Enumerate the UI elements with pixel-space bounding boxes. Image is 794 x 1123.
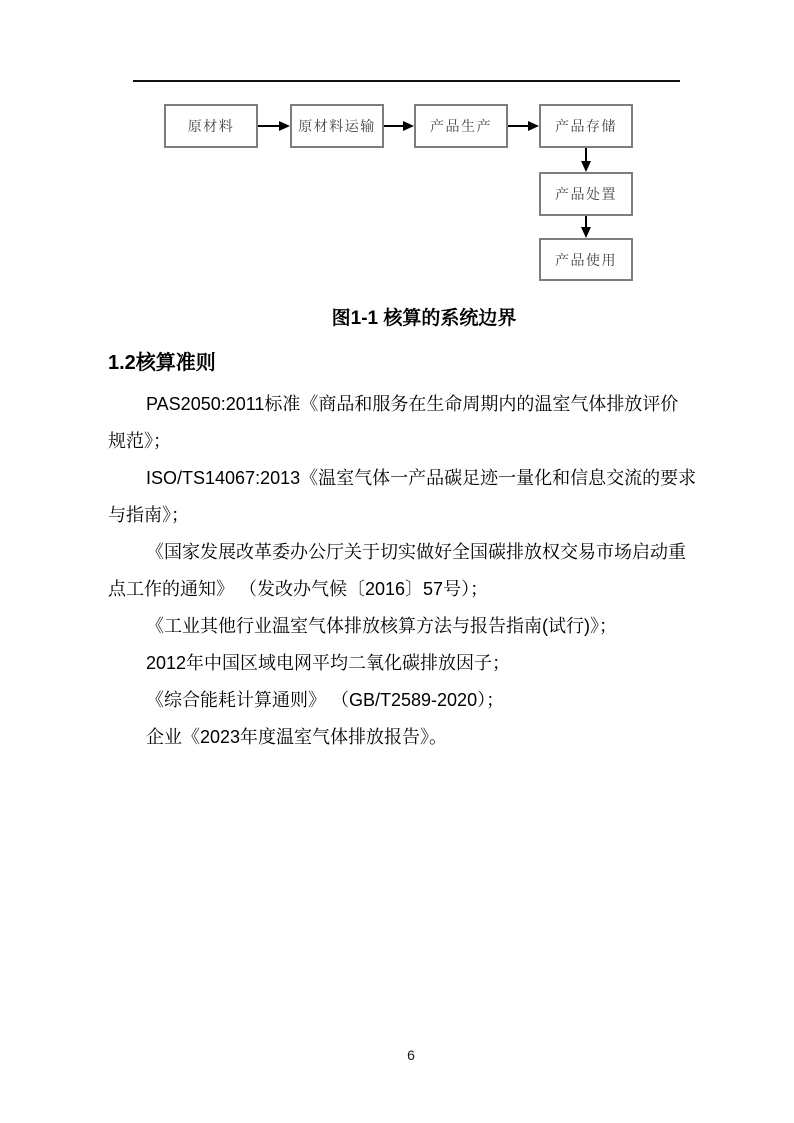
arrow-down-line	[585, 216, 587, 227]
paragraph-line: 2012年中国区域电网平均二氧化碳排放因子；	[146, 653, 511, 673]
arrow-right-line	[508, 125, 528, 127]
arrow-right-icon	[279, 121, 290, 131]
header-rule	[133, 80, 680, 82]
paragraph-line: 企业《2023年度温室气体排放报告》。	[146, 727, 448, 747]
flowchart-box-raw-material: 原材料	[164, 104, 258, 148]
paragraph-line: 《综合能耗计算通则》 （GB/T2589-2020）；	[146, 690, 505, 710]
page-number: 6	[407, 1047, 415, 1063]
paragraph-line: PAS2050:2011标准《商品和服务在生命周期内的温室气体排放评价	[146, 394, 679, 414]
flowchart-box-product-use: 产品使用	[539, 238, 633, 281]
arrow-right-line	[258, 125, 279, 127]
figure-caption: 图1-1 核算的系统边界	[331, 308, 517, 329]
arrow-down-icon	[581, 161, 591, 172]
paragraph-line: 点工作的通知》 （发改办气候〔2016〕57号）；	[108, 579, 489, 599]
flowchart-box-product-disposal: 产品处置	[539, 172, 633, 216]
arrow-right-icon	[528, 121, 539, 131]
flowchart-box-product-production: 产品生产	[414, 104, 508, 148]
section-heading: 1.2核算准则	[108, 352, 216, 374]
arrow-right-icon	[403, 121, 414, 131]
paragraph-line: 规范》；	[108, 431, 171, 451]
flowchart-box-product-storage: 产品存储	[539, 104, 633, 148]
paragraph-line: 与指南》；	[108, 505, 189, 525]
arrow-down-line	[585, 148, 587, 161]
arrow-down-icon	[581, 227, 591, 238]
paragraph-line: ISO/TS14067:2013《温室气体一产品碳足迹一量化和信息交流的要求	[146, 468, 697, 488]
arrow-right-line	[384, 125, 403, 127]
flowchart-box-raw-material-transport: 原材料运输	[290, 104, 384, 148]
paragraph-line: 《国家发展改革委办公厅关于切实做好全国碳排放权交易市场启动重	[146, 542, 686, 562]
paragraph-line: 《工业其他行业温室气体排放核算方法与报告指南(试行)》；	[146, 616, 617, 636]
body-text	[108, 386, 710, 756]
